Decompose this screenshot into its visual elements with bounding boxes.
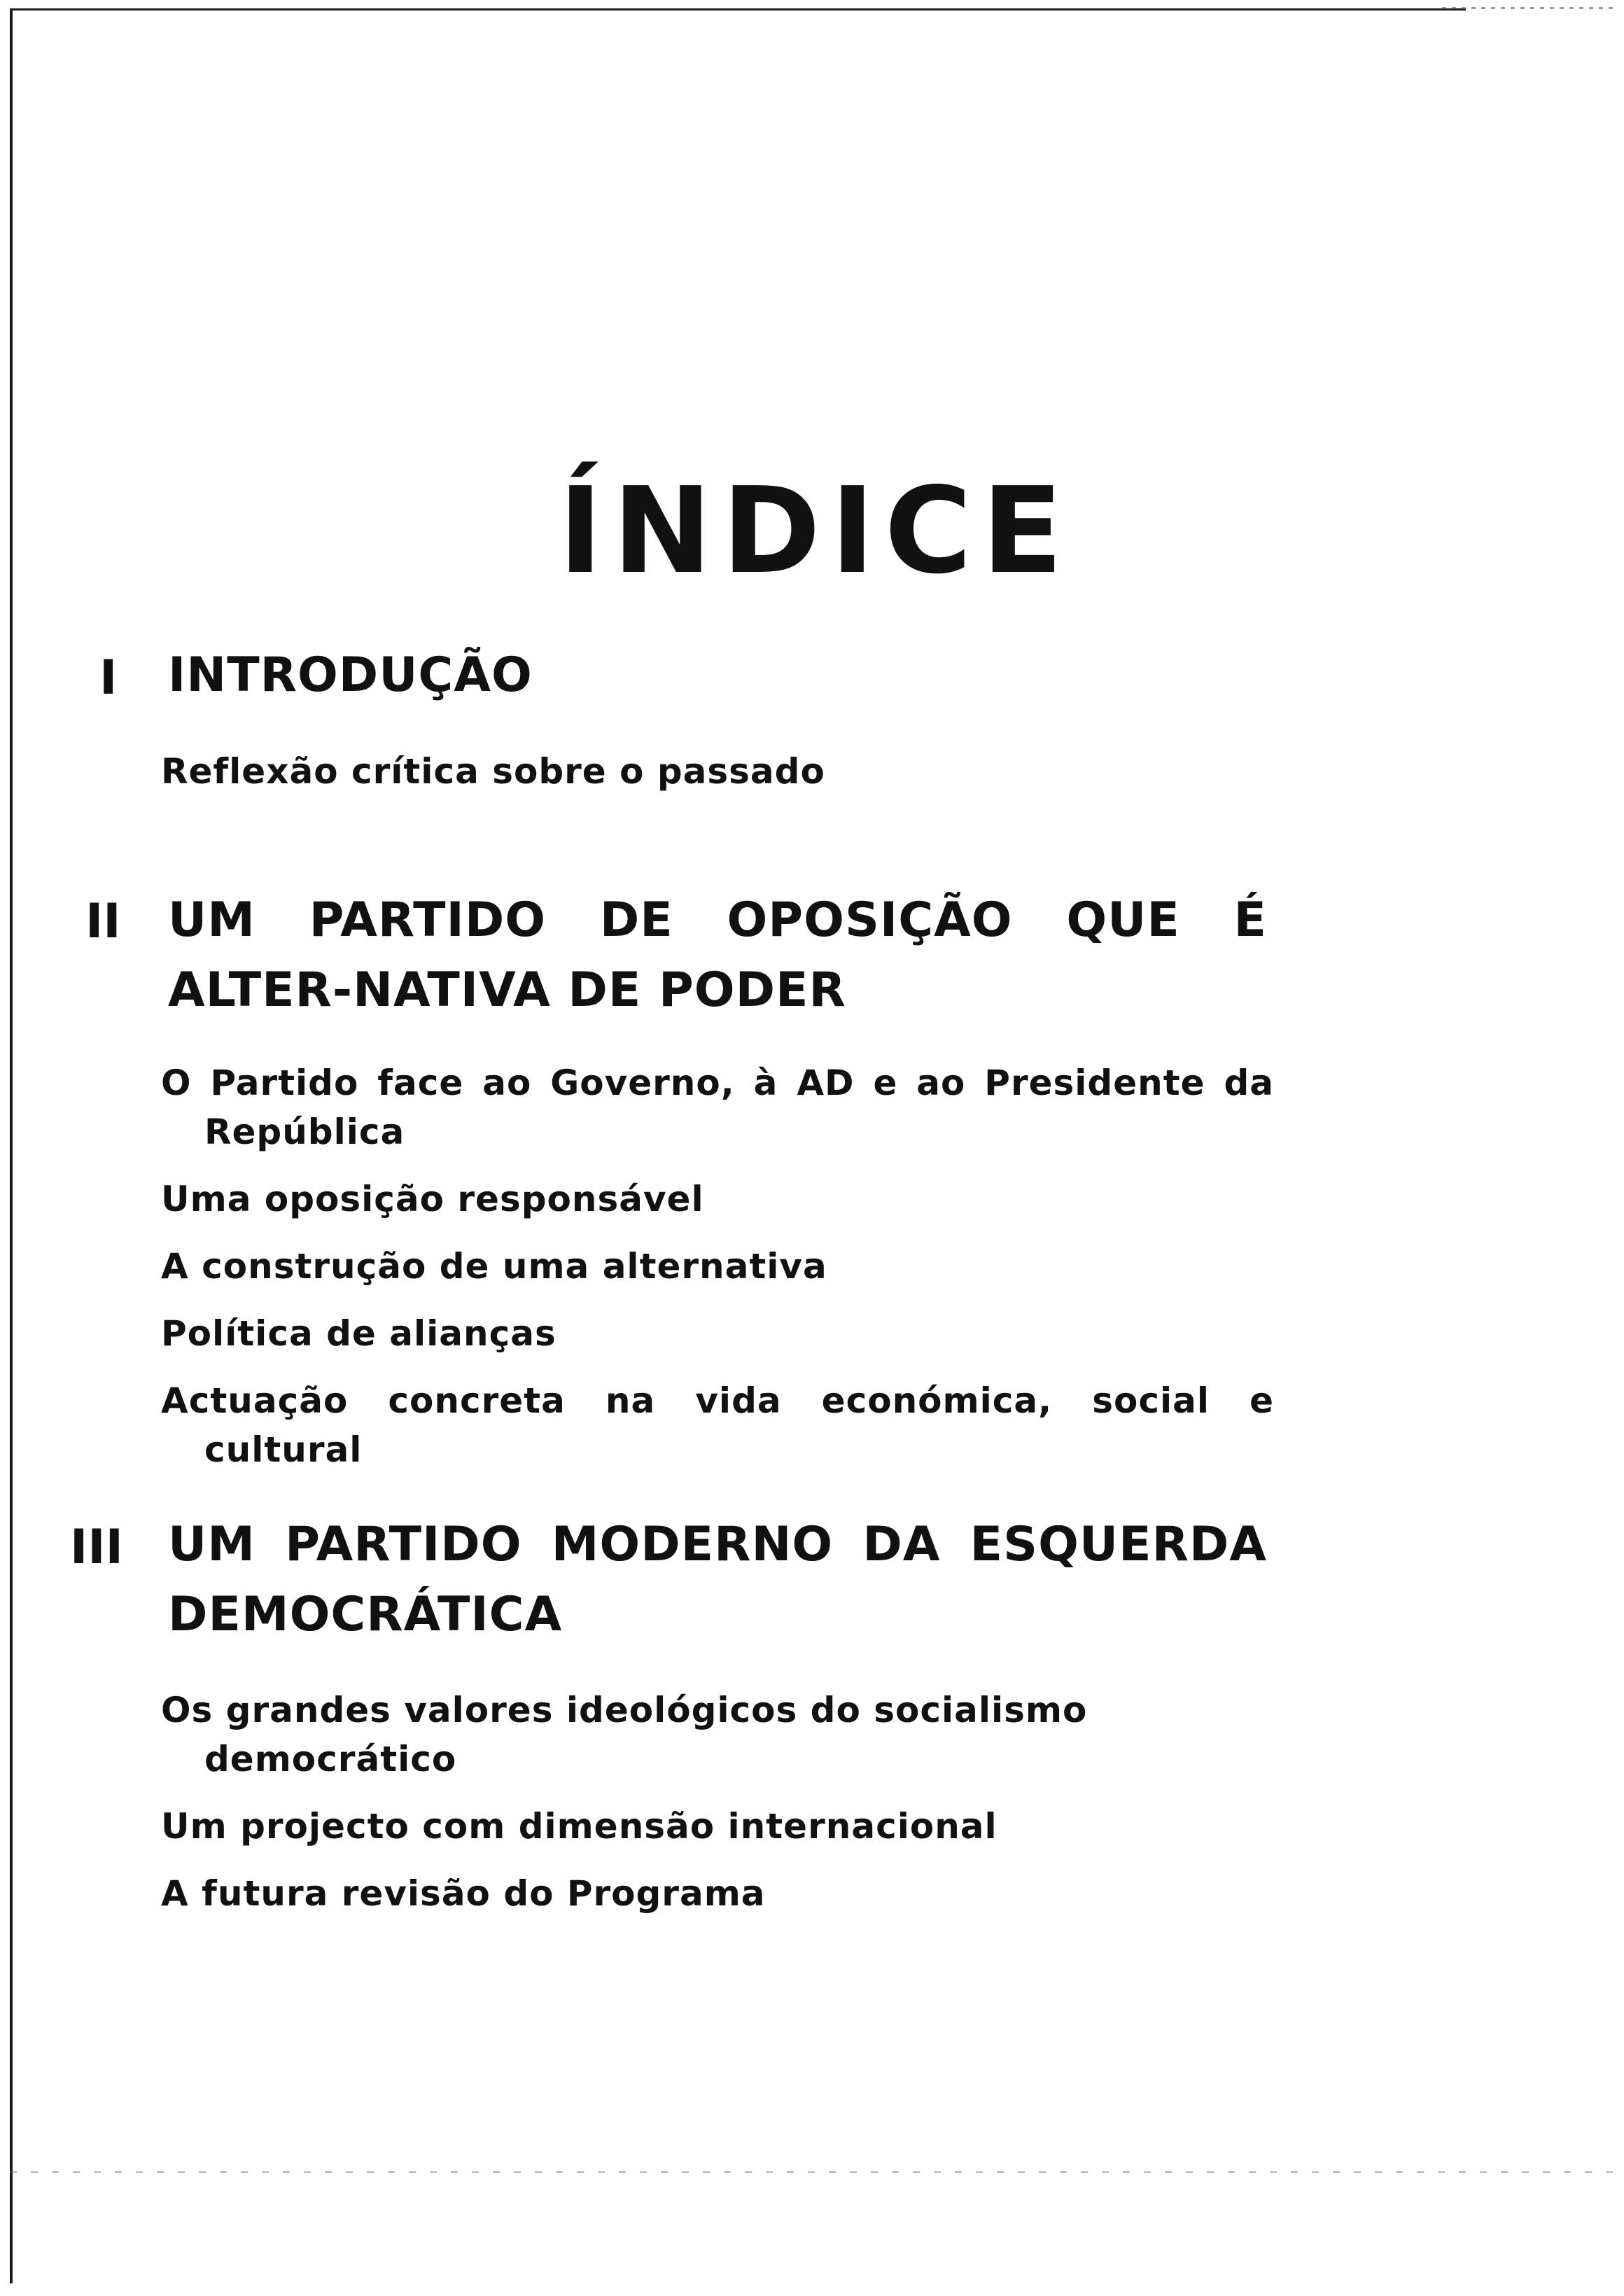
toc-item: Actuação concreta na vida económica, social e cultural [161, 1380, 1274, 1470]
scan-edge-top [10, 8, 1466, 10]
section-numeral: II [85, 894, 121, 949]
toc-item: Uma oposição responsável [161, 1179, 704, 1219]
toc-item: Política de alianças [161, 1313, 556, 1354]
section-items [161, 1686, 1274, 1918]
section-numeral: I [99, 650, 118, 706]
section-numeral: III [70, 1520, 123, 1575]
toc-item: Reflexão crítica sobre o passado [161, 751, 825, 792]
section-heading: INTRODUÇÃO [168, 648, 533, 703]
scan-edge-left [10, 8, 13, 2283]
section-items [161, 1058, 1274, 1474]
scan-edge-bottom [10, 2171, 1613, 2173]
scan-edge-top-faint [1442, 7, 1617, 9]
page-title: ÍNDICE [558, 461, 1073, 601]
toc-item: Um projecto com dimensão internacional [161, 1806, 997, 1847]
toc-item: Os grandes valores ideológicos do socialismo democrático [161, 1690, 1088, 1779]
toc-item: A futura revisão do Programa [161, 1873, 766, 1914]
toc-item: A construção de uma alternativa [161, 1246, 827, 1287]
toc-item: O Partido face ao Governo, à AD e ao Presidente da República [161, 1063, 1274, 1152]
section-items [161, 747, 1274, 796]
section-heading: UM PARTIDO MODERNO DA ESQUERDA DEMOCRÁTICA [168, 1517, 1267, 1642]
section-heading: UM PARTIDO DE OPOSIÇÃO QUE É ALTER-NATIVA DE PODER [168, 892, 1267, 1018]
